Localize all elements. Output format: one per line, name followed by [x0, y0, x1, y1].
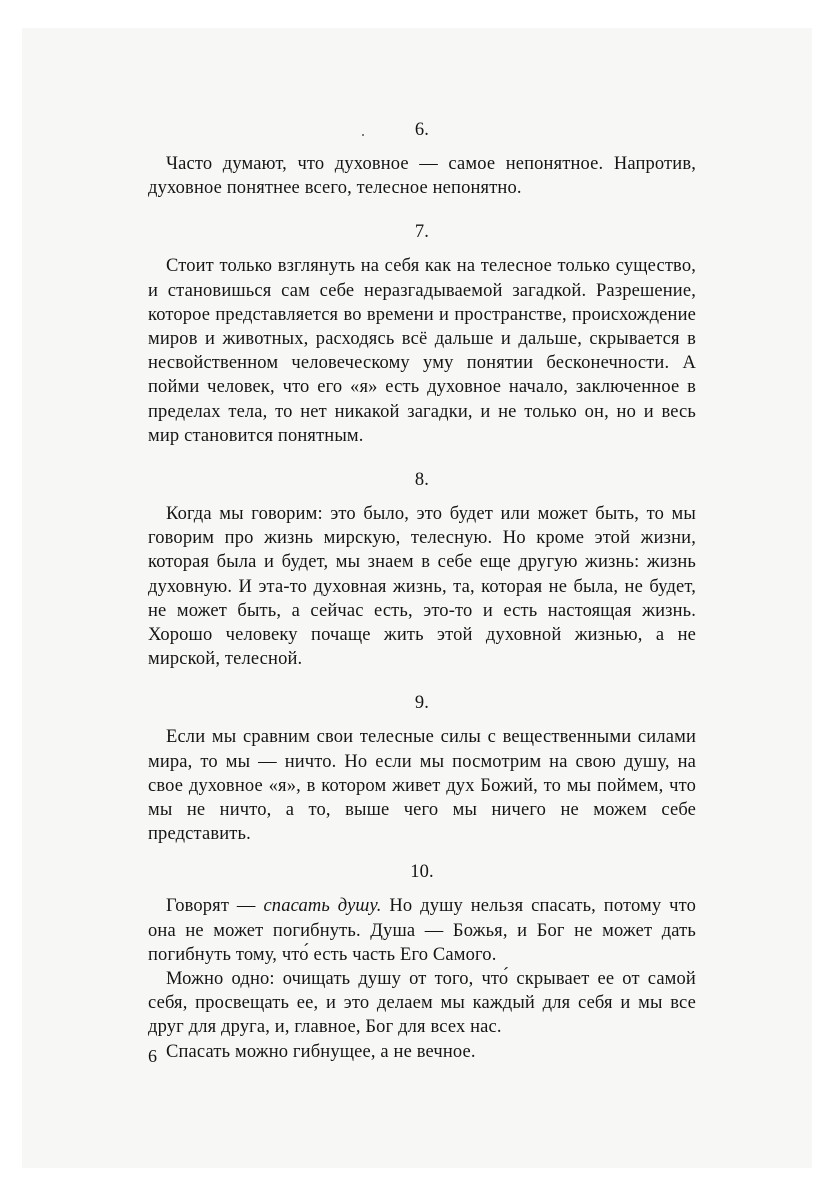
- section-number: 6.: [414, 120, 430, 140]
- paragraph-text: Говорят —: [166, 896, 264, 917]
- section-7: [148, 220, 696, 448]
- paragraph-text: Но душу нельзя спасать, потому что она не может погибнуть. Душа — Божья, и Бог не может дать погибнуть тому, что́ есть часть Его Самого.: [148, 896, 696, 965]
- italic-phrase: спасать душу.: [263, 896, 382, 917]
- paragraph: Часто думают, что духовное — самое непонятное. Напротив, духовное понятнее всего, телесное непонятно.: [148, 154, 696, 199]
- paragraph: Стоит только взглянуть на себя как на телесное только существо, и становишься сам себе неразгадываемой загадкой. Разрешение, которое представляется во времени и пространстве, происхождение миров и животных, расходясь всё дальше и дальше, скрывается в несвойственном человеческому уму понятии бесконечности. А пойми человек, что его «я» есть духовное начало, заключенное в пределах тела, то нет никакой загадки, и не только он, но и весь мир становится понятным.: [148, 256, 696, 446]
- section-number: 7.: [414, 222, 430, 243]
- paragraph: Когда мы говорим: это было, это будет или может быть, то мы говорим про жизнь мирскую, телесную. Но кроме этой жизни, которая была и будет, мы знаем в себе еще другую жизнь: жизнь духовную. И эта-то духовная жизнь, та, которая не была, не будет, не может быть, а сейчас есть, это-то и есть настоящая жизнь. Хорошо человеку почаще жить этой духовной жизнью, а не мирской, телесной.: [148, 504, 696, 670]
- paragraph: [148, 894, 696, 967]
- section-8: [148, 468, 696, 671]
- section-number: 8.: [414, 470, 430, 491]
- section-number: 9.: [414, 693, 430, 714]
- section-6: [148, 118, 696, 200]
- page-content: [148, 118, 696, 1084]
- paragraph: Спасать можно гибнущее, а не вечное.: [166, 1041, 476, 1062]
- section-10: [148, 860, 696, 1063]
- section-number: 10.: [410, 862, 434, 883]
- paragraph: Можно одно: очищать душу от того, что́ скрывает ее от самой себя, просвещать ее, и это делаем мы каждый для себя и мы все друг для друга, и, главное, Бог для всех нас.: [148, 969, 696, 1038]
- page-number: 6: [148, 1046, 157, 1066]
- section-9: [148, 691, 696, 846]
- paragraph: Если мы сравним свои телесные силы с вещественными силами мира, то мы — ничто. Но если мы посмотрим на свою душу, на свое духовное «я», в котором живет дух Божий, то мы поймем, что мы не ничто, а то, выше чего мы ничего не можем себе представить.: [148, 727, 696, 845]
